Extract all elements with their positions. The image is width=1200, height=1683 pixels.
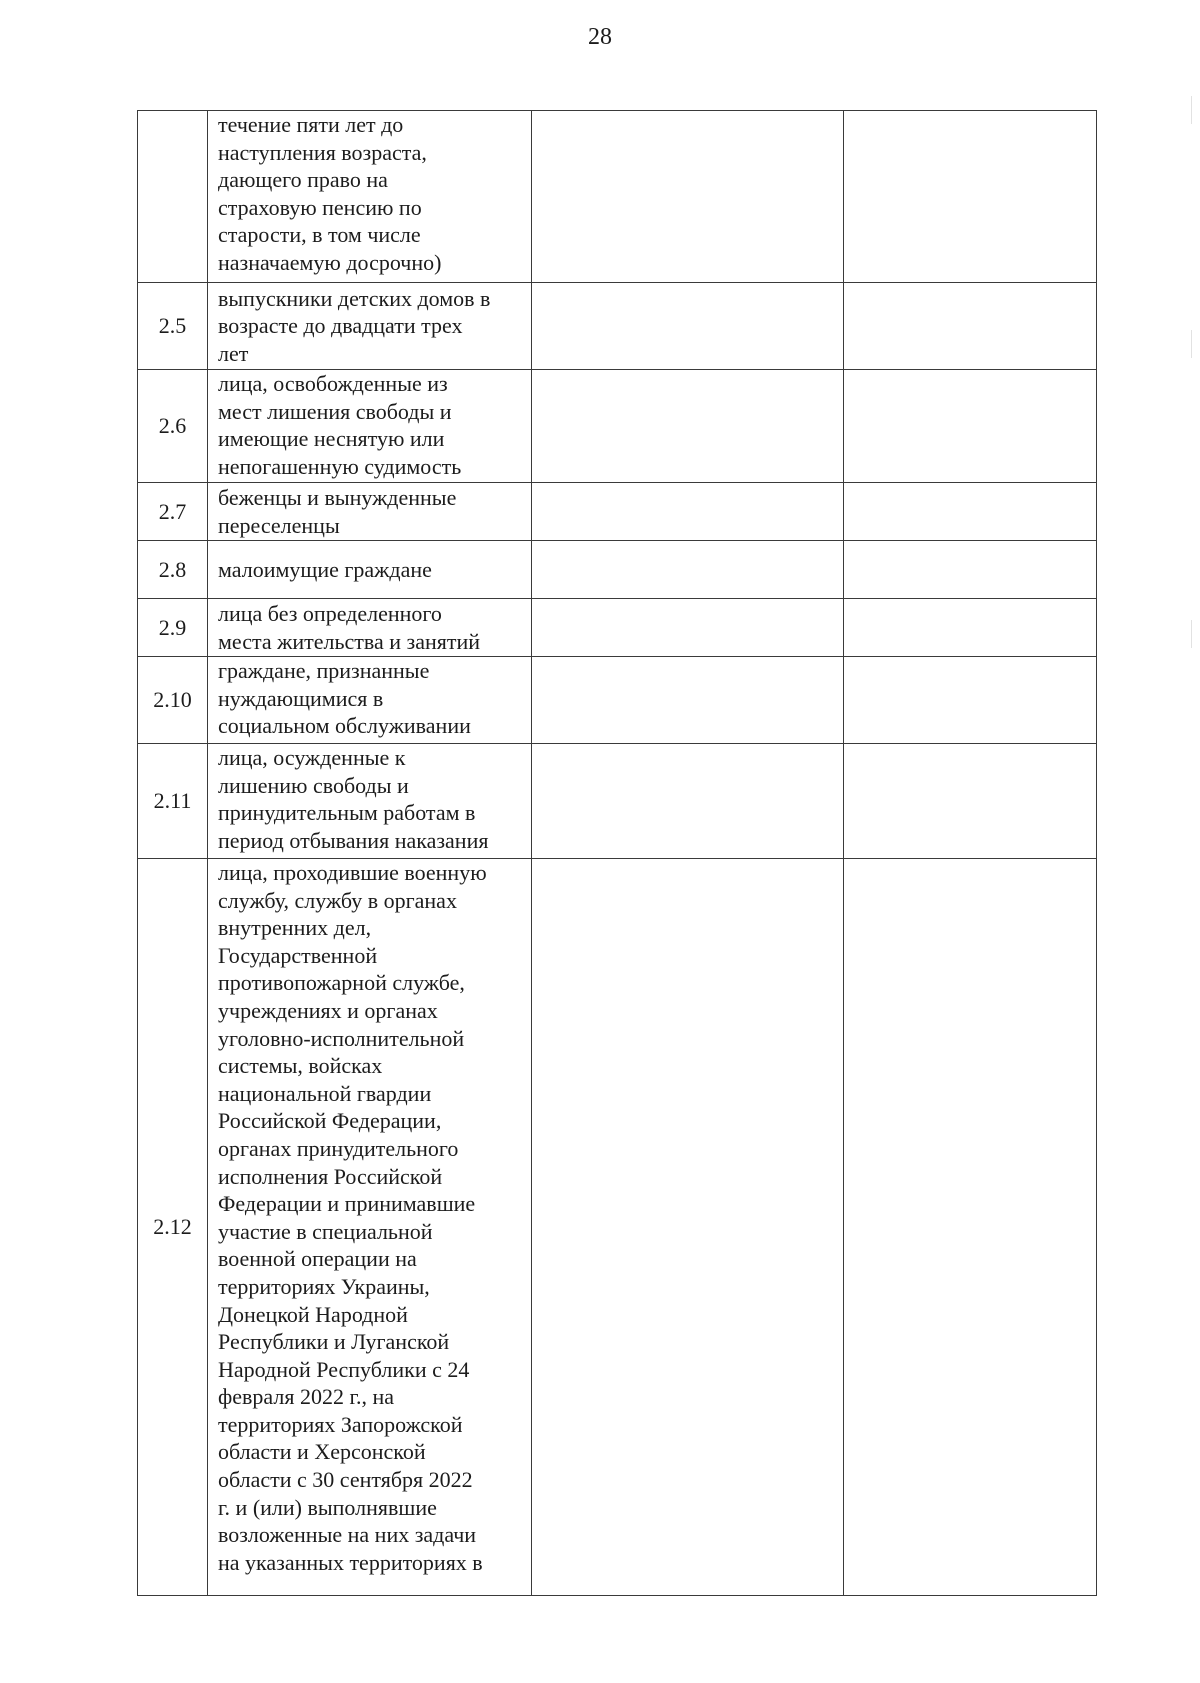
description-line: нуждающимися в [218,685,384,711]
empty-cell-col3 [532,370,844,483]
description-line: социальном обслуживании [218,713,471,739]
category-description-cell [208,283,532,370]
category-description-cell [208,657,532,744]
description-line: дающего право на [218,167,388,193]
description-line: переселенцы [218,512,340,538]
table-body [138,111,1097,1596]
empty-cell-col4 [844,859,1097,1596]
description-line: службу, службу в органах [218,887,457,913]
description-line: территориях Украины, [218,1273,430,1299]
row-number-cell: 2.6 [138,370,208,483]
description-line: национальной гвардии [218,1080,432,1106]
table-row [138,541,1097,599]
description-line: Российской Федерации, [218,1108,442,1134]
description-line: лет [218,340,249,366]
description-line: военной операции на [218,1246,417,1272]
description-line: лишению свободы и [218,772,409,798]
table-row [138,370,1097,483]
empty-cell-col3 [532,483,844,541]
empty-cell-col3 [532,111,844,283]
scan-edge-mark [1191,96,1192,124]
description-line: лица, проходившие военную [218,860,487,885]
scan-edge-mark [1191,620,1192,648]
category-description-cell [208,599,532,657]
row-number-cell: 2.9 [138,599,208,657]
description-line: период отбывания наказания [218,827,489,853]
category-description-cell [208,111,532,283]
empty-cell-col3 [532,657,844,744]
row-number-cell: 2.8 [138,541,208,599]
category-description-cell [208,541,532,599]
scan-edge-mark [1191,330,1192,358]
description-line: исполнения Российской [218,1163,443,1189]
row-number-cell: 2.5 [138,283,208,370]
empty-cell-col3 [532,599,844,657]
description-line: противопожарной службе, [218,970,465,996]
empty-cell-col4 [844,599,1097,657]
table-row [138,657,1097,744]
description-line: непогашенную судимость [218,453,462,479]
category-description-cell [208,744,532,859]
category-description-cell [208,370,532,483]
document-table [137,110,1097,1596]
empty-cell-col3 [532,283,844,370]
category-description-cell [208,859,532,1596]
description-line: принудительным работам в [218,800,476,826]
table-row [138,111,1097,283]
empty-cell-col4 [844,370,1097,483]
empty-cell-col4 [844,657,1097,744]
description-line: мест лишения свободы и [218,398,452,424]
empty-cell-col4 [844,541,1097,599]
description-line: лица, освобожденные из [218,371,448,396]
table-row [138,483,1097,541]
description-line: возложенные на них задачи [218,1522,477,1548]
description-line: на указанных территориях в [218,1549,483,1575]
description-line: территориях Запорожской [218,1411,463,1437]
description-line: старости, в том числе [218,222,421,248]
description-line: места жительства и занятий [218,628,481,654]
description-line: учреждениях и органах [218,997,438,1023]
row-number-cell: 2.12 [138,859,208,1596]
description-line: выпускники детских домов в [218,285,491,311]
table-row [138,283,1097,370]
description-line: Донецкой Народной [218,1301,408,1327]
empty-cell-col4 [844,483,1097,541]
description-line: уголовно-исполнительной [218,1025,465,1051]
description-line: страховую пенсию по [218,194,422,220]
description-line: Народной Республики с 24 [218,1356,470,1382]
empty-cell-col3 [532,744,844,859]
description-line: системы, войсках [218,1053,383,1079]
empty-cell-col4 [844,111,1097,283]
description-line: граждане, признанные [218,658,430,683]
page-number: 28 [588,24,612,50]
empty-cell-col4 [844,283,1097,370]
description-line: февраля 2022 г., на [218,1384,395,1410]
description-line: внутренних дел, [218,915,372,941]
description-line: имеющие неснятую или [218,426,445,452]
table-row [138,859,1097,1596]
description-line: Республики и Луганской [218,1329,450,1355]
row-number-cell [138,111,208,283]
description-line: Государственной [218,942,378,968]
table-row [138,744,1097,859]
empty-cell-col3 [532,859,844,1596]
row-number-cell: 2.11 [138,744,208,859]
empty-cell-col3 [532,541,844,599]
description-line: наступления возраста, [218,139,427,165]
category-description-cell [208,483,532,541]
description-line: г. и (или) выполнявшие [218,1494,437,1520]
empty-cell-col4 [844,744,1097,859]
description-line: назначаемую досрочно) [218,249,442,275]
description-line: лица, осужденные к [218,745,406,770]
table-row [138,599,1097,657]
description-line: Федерации и принимавшие [218,1191,476,1217]
row-number-cell: 2.10 [138,657,208,744]
description-line: течение пяти лет до [218,112,404,137]
description-line: органах принудительного [218,1135,459,1161]
description-line: возрасте до двадцати трех [218,313,463,339]
description-line: малоимущие граждане [218,556,432,582]
description-line: области с 30 сентября 2022 [218,1467,473,1493]
row-number-cell: 2.7 [138,483,208,541]
description-line: области и Херсонской [218,1439,426,1465]
description-line: участие в специальной [218,1218,433,1244]
description-line: лица без определенного [218,600,442,626]
description-line: беженцы и вынужденные [218,484,457,510]
